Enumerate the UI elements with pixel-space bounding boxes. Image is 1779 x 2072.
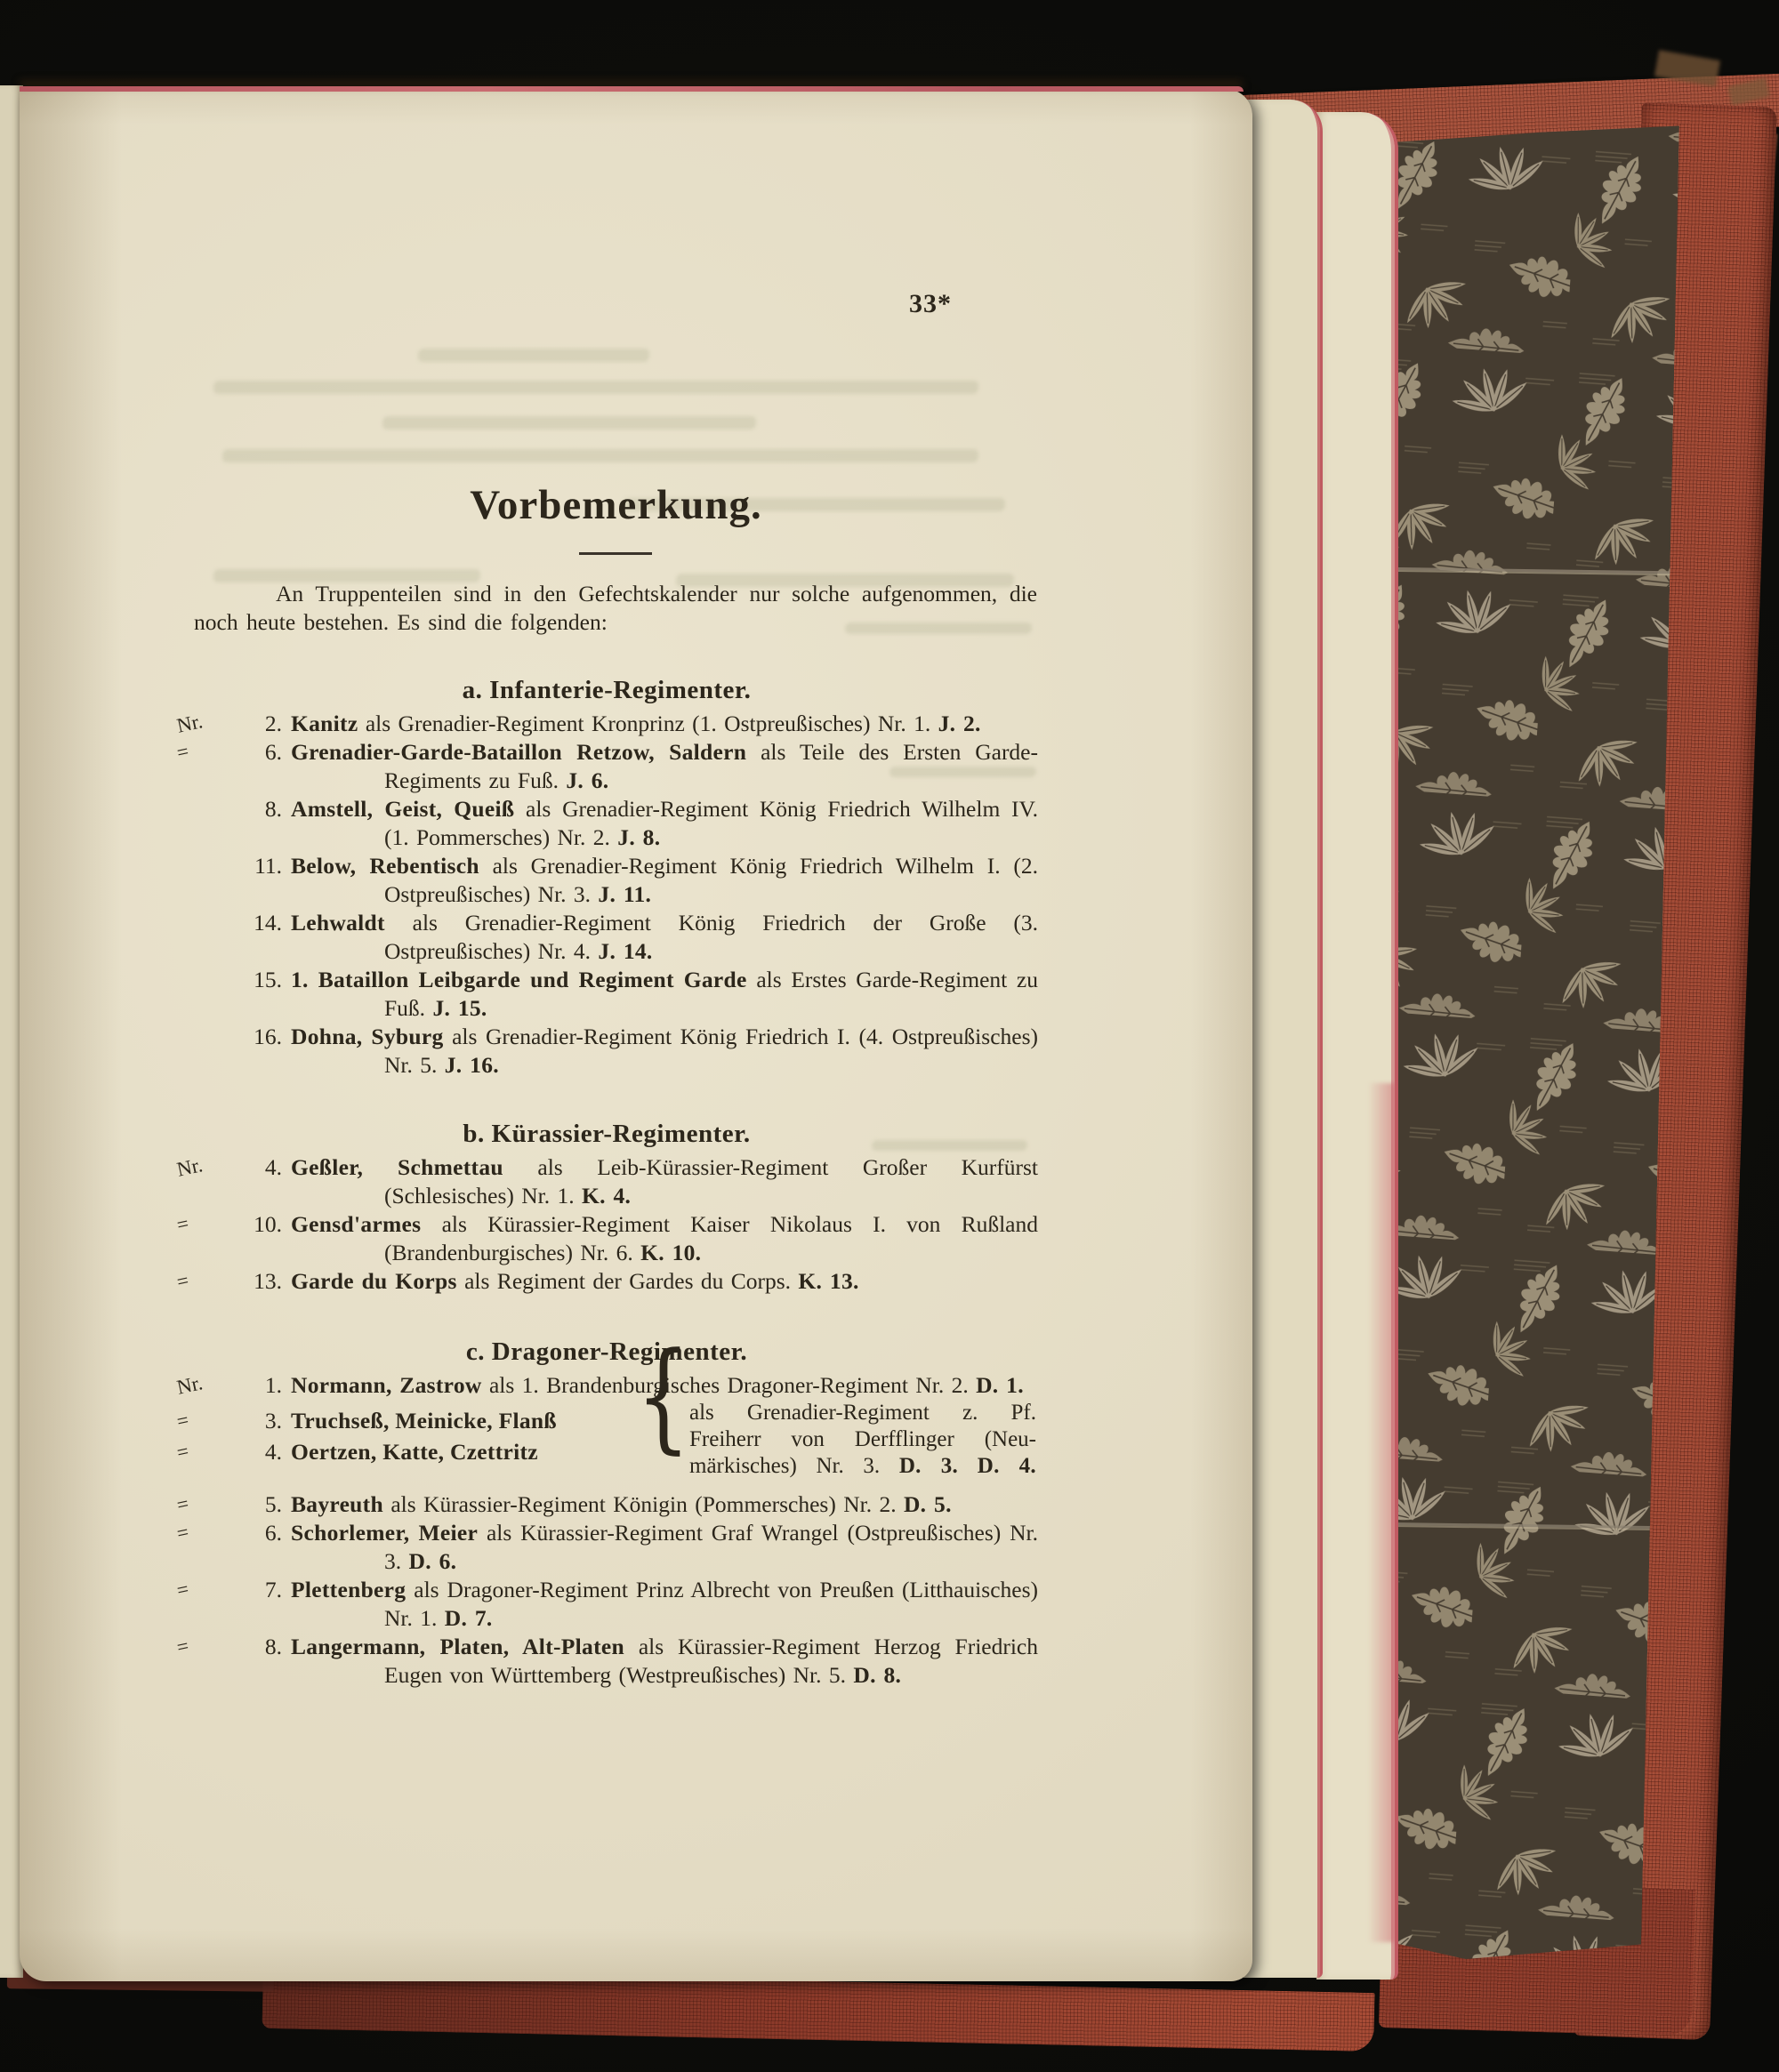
ditto-or-nr-mark: Nr. [174,710,205,737]
regiment-name: Plettenberg [291,1577,407,1602]
ditto-or-nr-mark [174,1023,181,1050]
regiment-name: Below, Rebentisch [291,853,479,879]
brace-text-line [689,1426,1036,1453]
regiment-name: D. 5. [903,1491,952,1517]
entry-number: 11. [254,853,282,879]
section-heading: b. Kürassier-Regimenter. [463,1120,751,1148]
entry-text: als Regiment der Gardes du Corps. [456,1268,799,1294]
brace-text-line [689,1400,1036,1426]
entry-text: als Erstes Garde-Regiment zu Fuß. [384,967,1038,1021]
ditto-or-nr-mark: = [174,1520,191,1546]
entry-text: als Grenadier-Regiment König Friedrich I. (4. Ostpreußisches) Nr. 5. [384,1024,1038,1078]
regiment-name: J. 6. [566,767,609,793]
entry-text: märkisches) Nr. 3. [689,1454,899,1478]
regiment-name: J. 11. [598,881,652,907]
brace-shared-text [689,1400,1036,1480]
title-rule [579,552,652,555]
section-heading: c. Dragoner-Regimenter. [465,1337,748,1366]
regiment-list [175,1371,1038,1400]
section-heading: a. Infanterie-Regimenter. [462,676,752,704]
regiment-name: Amstell, Geist, Queiß [291,796,515,822]
regiment-name: D. 3. [898,1454,959,1478]
regiment-entry [175,710,1038,738]
ditto-or-nr-mark: = [174,1408,191,1434]
regiment-name: K. 4. [582,1183,632,1209]
regiment-name: D. 8. [853,1662,902,1688]
entry-text: als Kürassier-Regiment Kaiser Nikolaus I. von Rußland (Brandenburgisches) Nr. 6. [384,1211,1038,1265]
intro-paragraph: An Truppenteilen sind in den Gefechtskalender nur solche aufgenommen, die noch heute bestehen. Es sind die folgenden: [194,581,1037,635]
entry-text: als Kürassier-Regiment Königin (Pommersches) Nr. 2. [382,1491,904,1517]
entry-text: als 1. Brandenburgisches Dragoner-Regiment Nr. 2. [481,1372,977,1398]
regiment-list [175,1153,1038,1296]
regiment-entry [175,1490,1038,1519]
regiment-name: Bayreuth [291,1491,383,1517]
ditto-or-nr-mark [174,909,181,936]
page-number: 33* [909,289,952,318]
regiment-name: D. 4. [977,1454,1036,1478]
regiment-entry [175,1633,1038,1690]
entry-number: 8. [264,1634,282,1659]
regiment-entry [175,909,1038,966]
ditto-or-nr-mark: Nr. [174,1153,205,1181]
ditto-or-nr-mark: = [174,1634,191,1659]
page-title: Vorbemerkung. [470,482,762,528]
entry-text: als Kürassier-Regiment Graf Wrangel (Ostpreußisches) Nr. 3. [384,1520,1038,1574]
entry-text: als Teile des Ersten Garde-Regiments zu Fuß. [384,739,1038,793]
regiment-name: Dohna, Syburg [291,1024,444,1049]
regiment-entry [175,795,1038,852]
regiment-name: Garde du Korps [291,1268,457,1294]
regiment-name: Gensd'armes [291,1211,422,1237]
regiment-entry [175,738,1038,795]
regiment-name: Truchseß, Meinicke, Flanß [291,1408,557,1434]
entry-number: 8. [264,796,282,822]
regiment-entry [175,1153,1038,1210]
regiment-list [175,710,1038,1080]
brace-text-line [689,1453,1036,1480]
regiment-name: J. 8. [617,824,661,850]
entry-text: als Grenadier-Regiment König Friedrich Wilhelm I. (2. Ostpreußisches) Nr. 3. [384,853,1039,907]
ditto-or-nr-mark: = [174,1439,191,1465]
regiment-name: J. 15. [432,995,487,1021]
entry-number: 6. [264,739,282,765]
regiment-name: J. 2. [938,711,981,736]
regiment-list [175,1490,1038,1690]
entry-text: als Grenadier-Regiment König Friedrich der Große (3. Ostpreußisches) Nr. 4. [384,910,1038,964]
entry-number: 3. [264,1408,282,1434]
regiment-entry [175,1210,1038,1267]
regiment-name: Lehwaldt [291,910,385,936]
regiment-name: D. 1. [976,1372,1024,1398]
ditto-or-nr-mark: = [174,1211,191,1237]
regiment-name: Langermann, Platen, Alt-Platen [291,1634,624,1659]
regiment-entry [175,966,1038,1023]
regiment-name: Grenadier-Garde-Bataillon Retzow, Saldern [291,739,747,765]
entry-number: 1. [264,1372,282,1398]
regiment-entry [175,1371,1038,1400]
regiment-name: Schorlemer, Meier [291,1520,479,1546]
regiment-name: K. 10. [640,1240,702,1265]
regiment-name: Normann, Zastrow [291,1372,482,1398]
entry-number: 13. [254,1268,282,1294]
ditto-or-nr-mark: = [174,1491,191,1517]
entry-number: 16. [254,1024,282,1049]
regiment-name: Geßler, Schmettau [291,1154,503,1180]
curly-brace: { [635,1327,691,1466]
ditto-or-nr-mark: Nr. [174,1371,205,1399]
entry-text: als Grenadier-Regiment König Friedrich Wilhelm IV. (1. Pommersches) Nr. 2. [384,796,1038,850]
regiment-entry [175,852,1038,909]
entry-text: als Grenadier-Regiment Kronprinz (1. Ostpreußisches) Nr. 1. [358,711,938,736]
entry-text: als Grenadier-Regiment z. Pf. [689,1401,1036,1425]
entry-text: als Leib-Kürassier-Regiment Großer Kurfürst (Schlesisches) Nr. 1. [384,1154,1038,1209]
section-infanterie [175,676,1038,1080]
entry-number: 7. [264,1577,282,1602]
entry-number: 6. [264,1520,282,1546]
entry-text: Freiherr von Derfflinger (Neu- [689,1427,1036,1451]
ditto-or-nr-mark [174,795,181,823]
regiment-name: J. 14. [598,938,653,964]
regiment-name: D. 7. [444,1605,493,1631]
regiment-name: Oertzen, Katte, Czettritz [291,1439,538,1465]
entry-text: als Kürassier-Regiment Herzog Friedrich Eugen von Württemberg (Westpreußisches) Nr. 5. [384,1634,1038,1688]
regiment-entry [175,1519,1038,1576]
section-kuerassier [175,1120,1038,1296]
entry-number: 4. [264,1154,282,1180]
regiment-entry [175,1576,1038,1633]
entry-number: 2. [264,711,282,736]
regiment-name: K. 13. [798,1268,859,1294]
ditto-or-nr-mark [174,966,181,993]
regiment-name: J. 16. [444,1052,499,1078]
entry-number: 15. [254,967,282,992]
ditto-or-nr-mark: = [174,1577,191,1602]
regiment-entry [175,1267,1038,1296]
regiment-name: D. 6. [408,1548,457,1574]
section-dragoner [174,1327,1038,1690]
regiment-entry [175,1023,1038,1080]
entry-text: als Dragoner-Regiment Prinz Albrecht von Preußen (Litthauisches) Nr. 1. [384,1577,1038,1631]
entry-text [958,1454,978,1478]
entry-number: 14. [254,910,282,936]
entry-number: 5. [264,1491,282,1517]
regiment-name: Kanitz [291,711,358,736]
ditto-or-nr-mark: = [174,1268,191,1294]
ditto-or-nr-mark: = [174,739,191,765]
entry-number: 4. [264,1439,282,1465]
ditto-or-nr-mark [174,852,181,879]
entry-number: 10. [254,1211,282,1237]
regiment-name: 1. Bataillon Leibgarde und Regiment Garde [291,967,747,992]
